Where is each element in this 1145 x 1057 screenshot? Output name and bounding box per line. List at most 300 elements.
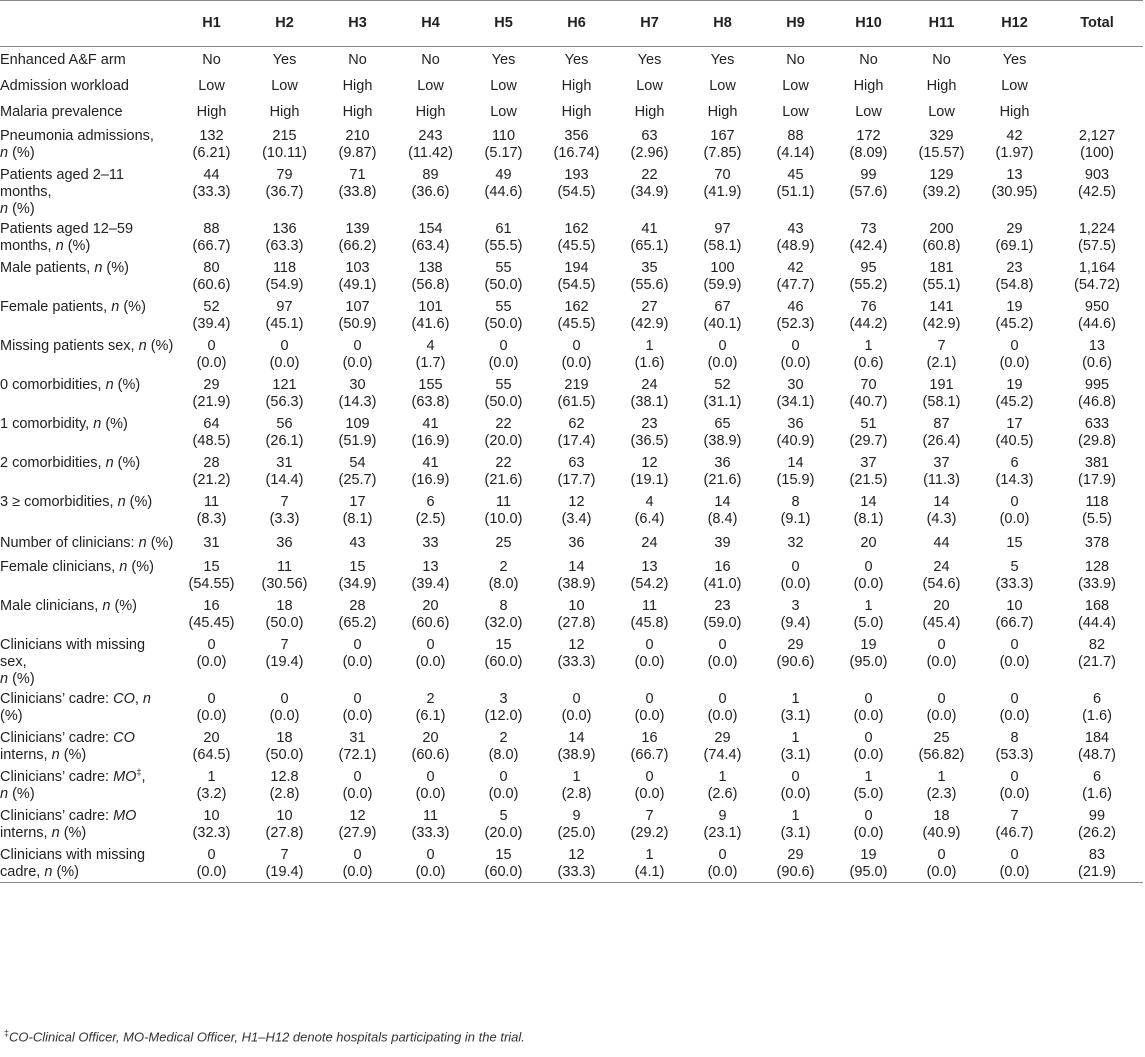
cell-count: 2 [426,690,435,707]
cell-percent: (4.14) [776,144,815,161]
cell-count: 0 [937,690,946,707]
data-cell [540,73,613,99]
cell-percent: (20.0) [484,432,523,449]
cell-count: 36 [787,415,804,432]
data-cell [175,218,248,257]
data-cell [248,727,321,766]
data-cell [686,125,759,164]
row-label: 1 comorbidity, n (%) [0,415,128,432]
table-row [0,634,1143,688]
cell-count: 20 [860,534,877,551]
cell-count: 172 [856,127,881,144]
cell-count: 19 [860,636,877,653]
cell-count: 0 [353,846,362,863]
cell-count: Low [271,77,298,94]
data-cell [978,634,1051,688]
cell-percent: (19.1) [630,471,669,488]
data-cell [321,413,394,452]
total-cell [1051,688,1143,727]
total-cell [1051,164,1143,218]
cell-count: 12 [568,493,585,510]
cell-count: Yes [710,52,735,68]
data-cell [613,164,686,218]
data-cell [686,688,759,727]
cell-count: 41 [641,220,658,237]
data-cell [394,727,467,766]
data-cell [686,805,759,844]
cell-percent: (21.5) [849,471,888,488]
cell-count: 0 [1010,337,1019,354]
cell-percent: (3.2) [196,785,227,802]
data-cell [686,374,759,413]
data-cell [321,257,394,296]
table-row [0,556,1143,595]
cell-percent: (60.6) [411,614,450,631]
cell-percent: (56.82) [918,746,965,763]
cell-count: High [634,103,665,120]
data-cell [905,556,978,595]
total-cell [1051,491,1143,530]
cell-count: 381 [1084,454,1110,471]
cell-percent: (9.4) [780,614,811,631]
cell-count: 100 [710,259,735,276]
cell-count: No [202,52,221,68]
data-cell [978,595,1051,634]
cell-percent: (45.2) [995,393,1034,410]
cell-percent: (48.9) [776,237,815,254]
data-cell [321,218,394,257]
cell-percent: (0.0) [342,707,373,724]
data-cell [832,257,905,296]
cell-percent: (2.96) [630,144,669,161]
data-cell [978,491,1051,530]
cell-percent: (14.4) [265,471,304,488]
cell-percent: (38.9) [557,746,596,763]
cell-count: 63 [568,454,585,471]
cell-percent: (21.6) [703,471,742,488]
cell-percent: (59.0) [703,614,742,631]
data-cell [175,47,248,73]
data-cell [394,73,467,99]
table-row [0,257,1143,296]
data-cell [394,530,467,556]
cell-count: 121 [272,376,297,393]
data-cell [394,556,467,595]
cell-count: Low [417,77,444,94]
cell-percent: (14.3) [338,393,377,410]
data-cell [759,164,832,218]
cell-percent: (10.0) [484,510,523,527]
cell-count: 44 [933,534,950,551]
cell-count: 7 [280,846,289,863]
cell-percent: (33.9) [1078,575,1116,592]
cell-percent: (0.0) [707,707,738,724]
cell-count: 17 [349,493,366,510]
column-header-h3: H3 [321,1,394,47]
cell-count: 633 [1084,415,1110,432]
total-cell [1051,125,1143,164]
cell-count: 138 [418,259,443,276]
data-cell [832,805,905,844]
cell-percent: (42.4) [849,237,888,254]
table-row [0,805,1143,844]
cell-count: 1 [937,768,946,785]
cell-percent: (32.0) [484,614,523,631]
data-cell [978,374,1051,413]
cell-count: 0 [207,337,216,354]
cell-count: 13 [641,558,658,575]
cell-count: 0 [426,636,435,653]
table-row [0,73,1143,99]
cell-count: 56 [276,415,293,432]
cell-count: 33 [422,534,439,551]
cell-count: 14 [568,558,585,575]
cell-count: 44 [203,166,220,183]
data-cell [321,73,394,99]
cell-count: 41 [422,454,439,471]
cell-count: 76 [860,298,877,315]
cell-percent: (45.5) [557,237,596,254]
table-row [0,727,1143,766]
cell-percent: (16.9) [411,432,450,449]
data-cell [613,766,686,805]
data-cell [540,595,613,634]
data-cell [248,530,321,556]
cell-percent: (41.0) [703,575,742,592]
cell-count: No [348,52,367,68]
cell-count: 0 [718,636,727,653]
cell-percent: (0.6) [853,354,884,371]
cell-percent: (47.7) [776,276,815,293]
data-cell [321,47,394,73]
cell-count: 139 [345,220,370,237]
cell-count: 1 [791,690,800,707]
column-header-h11: H11 [905,1,978,47]
cell-percent: (69.1) [995,237,1034,254]
data-cell [686,530,759,556]
cell-count: 5 [499,807,508,824]
cell-percent: (61.5) [557,393,596,410]
total-cell [1051,99,1143,125]
row-label: Missing patients sex, n (%) [0,337,174,354]
data-cell [832,73,905,99]
cell-count: 42 [787,259,804,276]
cell-percent: (36.6) [411,183,450,200]
cell-count: 7 [280,493,289,510]
total-cell [1051,595,1143,634]
cell-count: 11 [422,807,439,824]
data-cell [832,727,905,766]
cell-count: 0 [207,690,216,707]
cell-percent: (50.0) [265,746,304,763]
data-cell [248,218,321,257]
data-cell [321,844,394,883]
data-cell [248,73,321,99]
data-cell [540,413,613,452]
data-cell [686,844,759,883]
cell-count: 13 [1006,166,1023,183]
table-row [0,296,1143,335]
cell-count: 88 [203,220,220,237]
total-cell [1051,452,1143,491]
data-cell [248,805,321,844]
data-cell [467,491,540,530]
cell-percent: (60.6) [411,746,450,763]
cell-count: 12 [349,807,366,824]
data-cell [905,452,978,491]
data-cell [613,727,686,766]
data-cell [832,335,905,374]
cell-percent: (1.6) [634,354,665,371]
data-cell [759,530,832,556]
data-cell [248,335,321,374]
data-cell [248,125,321,164]
cell-percent: (8.3) [196,510,227,527]
table-row [0,452,1143,491]
cell-percent: (3.4) [561,510,592,527]
cell-percent: (55.5) [484,237,523,254]
cell-count: 20 [203,729,220,746]
cell-percent: (44.2) [849,315,888,332]
data-cell [978,73,1051,99]
cell-count: 0 [207,636,216,653]
cell-percent: (0.0) [415,653,446,670]
cell-percent: (46.8) [1078,393,1116,410]
data-cell [978,556,1051,595]
cell-percent: (32.3) [192,824,231,841]
data-cell [540,727,613,766]
data-cell [905,47,978,73]
cell-count: High [999,103,1030,120]
row-label: Female clinicians, n (%) [0,558,154,575]
data-cell [248,556,321,595]
data-cell [540,335,613,374]
cell-count: 29 [714,729,731,746]
cell-percent: (0.0) [999,653,1030,670]
data-cell [978,805,1051,844]
cell-count: 35 [641,259,658,276]
cell-count: 0 [572,337,581,354]
cell-percent: (66.7) [192,237,231,254]
cell-count: 99 [1088,807,1106,824]
data-cell [759,805,832,844]
data-cell [832,634,905,688]
cell-count: 4 [645,493,654,510]
row-label: Clinicians with missing sex, n (%) [0,636,146,687]
cell-percent: (9.1) [780,510,811,527]
data-cell [540,296,613,335]
cell-count: 1 [718,768,727,785]
cell-count: 18 [933,807,950,824]
data-cell [321,595,394,634]
cell-percent: (16.74) [553,144,600,161]
cell-percent: (11.42) [408,144,453,161]
cell-count: 0 [718,846,727,863]
data-cell [905,73,978,99]
cell-percent: (20.0) [484,824,523,841]
cell-percent: (44.4) [1078,614,1116,631]
cell-count: 15 [1006,534,1023,551]
cell-count: Yes [1002,52,1027,68]
column-header-h8: H8 [686,1,759,47]
data-cell [832,452,905,491]
cell-count: 0 [718,337,727,354]
cell-percent: (0.0) [780,575,811,592]
data-cell [175,595,248,634]
data-cell [394,413,467,452]
cell-count: Low [782,103,809,120]
cell-percent: (38.1) [630,393,669,410]
cell-percent: (72.1) [338,746,377,763]
cell-percent: (6.1) [415,707,446,724]
total-cell [1051,335,1143,374]
cell-percent: (0.0) [853,707,884,724]
total-cell [1051,805,1143,844]
cell-percent: (0.0) [926,707,957,724]
cell-count: 7 [645,807,654,824]
cell-count: 0 [864,807,873,824]
data-cell [759,73,832,99]
cell-percent: (21.7) [1078,653,1116,670]
cell-percent: (55.1) [922,276,961,293]
cell-percent: (0.0) [561,707,592,724]
cell-count: 4 [426,337,435,354]
cell-count: 24 [641,376,658,393]
cell-percent: (36.7) [265,183,304,200]
data-cell [175,374,248,413]
cell-count: 20 [933,597,950,614]
cell-count: Low [855,103,882,120]
cell-percent: (58.1) [703,237,742,254]
cell-count: No [421,52,440,68]
data-cell [248,688,321,727]
data-cell [613,491,686,530]
cell-percent: (50.0) [484,315,523,332]
data-cell [467,688,540,727]
table-row [0,164,1143,218]
data-cell [686,73,759,99]
cell-percent: (1.97) [995,144,1034,161]
row-label: Male clinicians, n (%) [0,597,138,614]
cell-count: High [342,103,373,120]
cell-count: 1 [864,337,873,354]
table-row [0,844,1143,883]
cell-count: 0 [864,690,873,707]
total-cell [1051,218,1143,257]
cell-percent: (4.3) [926,510,957,527]
cell-percent: (17.4) [557,432,596,449]
data-cell [613,218,686,257]
cell-percent: (21.9) [1078,863,1116,880]
data-cell [175,257,248,296]
cell-percent: (0.0) [488,785,519,802]
cell-count: 0 [791,768,800,785]
cell-percent: (2.8) [269,785,300,802]
cell-percent: (58.1) [922,393,961,410]
data-cell [686,634,759,688]
row-label: Admission workload [0,77,129,94]
data-cell [321,805,394,844]
cell-count: 19 [1006,298,1023,315]
cell-count: 3 [791,597,800,614]
cell-count: 1,224 [1078,220,1116,237]
data-cell [540,491,613,530]
cell-count: 378 [1084,534,1110,551]
cell-count: 23 [641,415,658,432]
cell-count: 0 [937,636,946,653]
cell-percent: (33.3) [411,824,450,841]
data-cell [467,99,540,125]
cell-percent: (95.0) [849,863,888,880]
cell-count: 99 [860,166,877,183]
column-header-h12: H12 [978,1,1051,47]
cell-percent: (0.0) [342,354,373,371]
cell-count: 28 [349,597,366,614]
cell-count: 31 [276,454,293,471]
data-cell [759,844,832,883]
cell-percent: (26.1) [265,432,304,449]
cell-percent: (51.9) [338,432,377,449]
cell-percent: (56.8) [411,276,450,293]
column-header-h1: H1 [175,1,248,47]
row-label: Patients aged 12–59 months, n (%) [0,220,134,254]
cell-count: 22 [641,166,658,183]
data-cell [321,125,394,164]
data-cell [248,844,321,883]
data-cell [905,218,978,257]
cell-count: 37 [933,454,950,471]
cell-count: High [926,77,957,94]
data-cell [832,530,905,556]
cell-count: 1 [207,768,216,785]
data-cell [540,556,613,595]
cell-percent: (45.8) [630,614,669,631]
data-cell [467,218,540,257]
cell-count: 2 [499,558,508,575]
cell-percent: (12.0) [484,707,523,724]
cell-percent: (19.4) [265,863,304,880]
cell-percent: (14.3) [995,471,1034,488]
cell-count: 0 [280,690,289,707]
data-cell [467,766,540,805]
cell-percent: (57.6) [849,183,888,200]
cell-count: 0 [353,768,362,785]
cell-count: 12 [641,454,658,471]
cell-count: Yes [637,52,662,68]
table-footnote [4,1028,525,1044]
data-cell [175,491,248,530]
data-cell [175,164,248,218]
cell-percent: (44.6) [484,183,523,200]
cell-count: 12 [568,846,585,863]
cell-percent: (5.17) [484,144,523,161]
data-cell [321,688,394,727]
cell-count: 10 [203,807,220,824]
cell-count: 15 [203,558,220,575]
cell-count: 73 [860,220,877,237]
data-cell [759,47,832,73]
data-cell [540,257,613,296]
cell-percent: (21.6) [484,471,523,488]
cell-count: 14 [787,454,804,471]
data-cell [978,766,1051,805]
cell-count: 14 [933,493,950,510]
data-cell [686,335,759,374]
cell-count: 168 [1084,597,1110,614]
cell-count: 0 [499,337,508,354]
data-cell [467,805,540,844]
cell-percent: (65.1) [630,237,669,254]
